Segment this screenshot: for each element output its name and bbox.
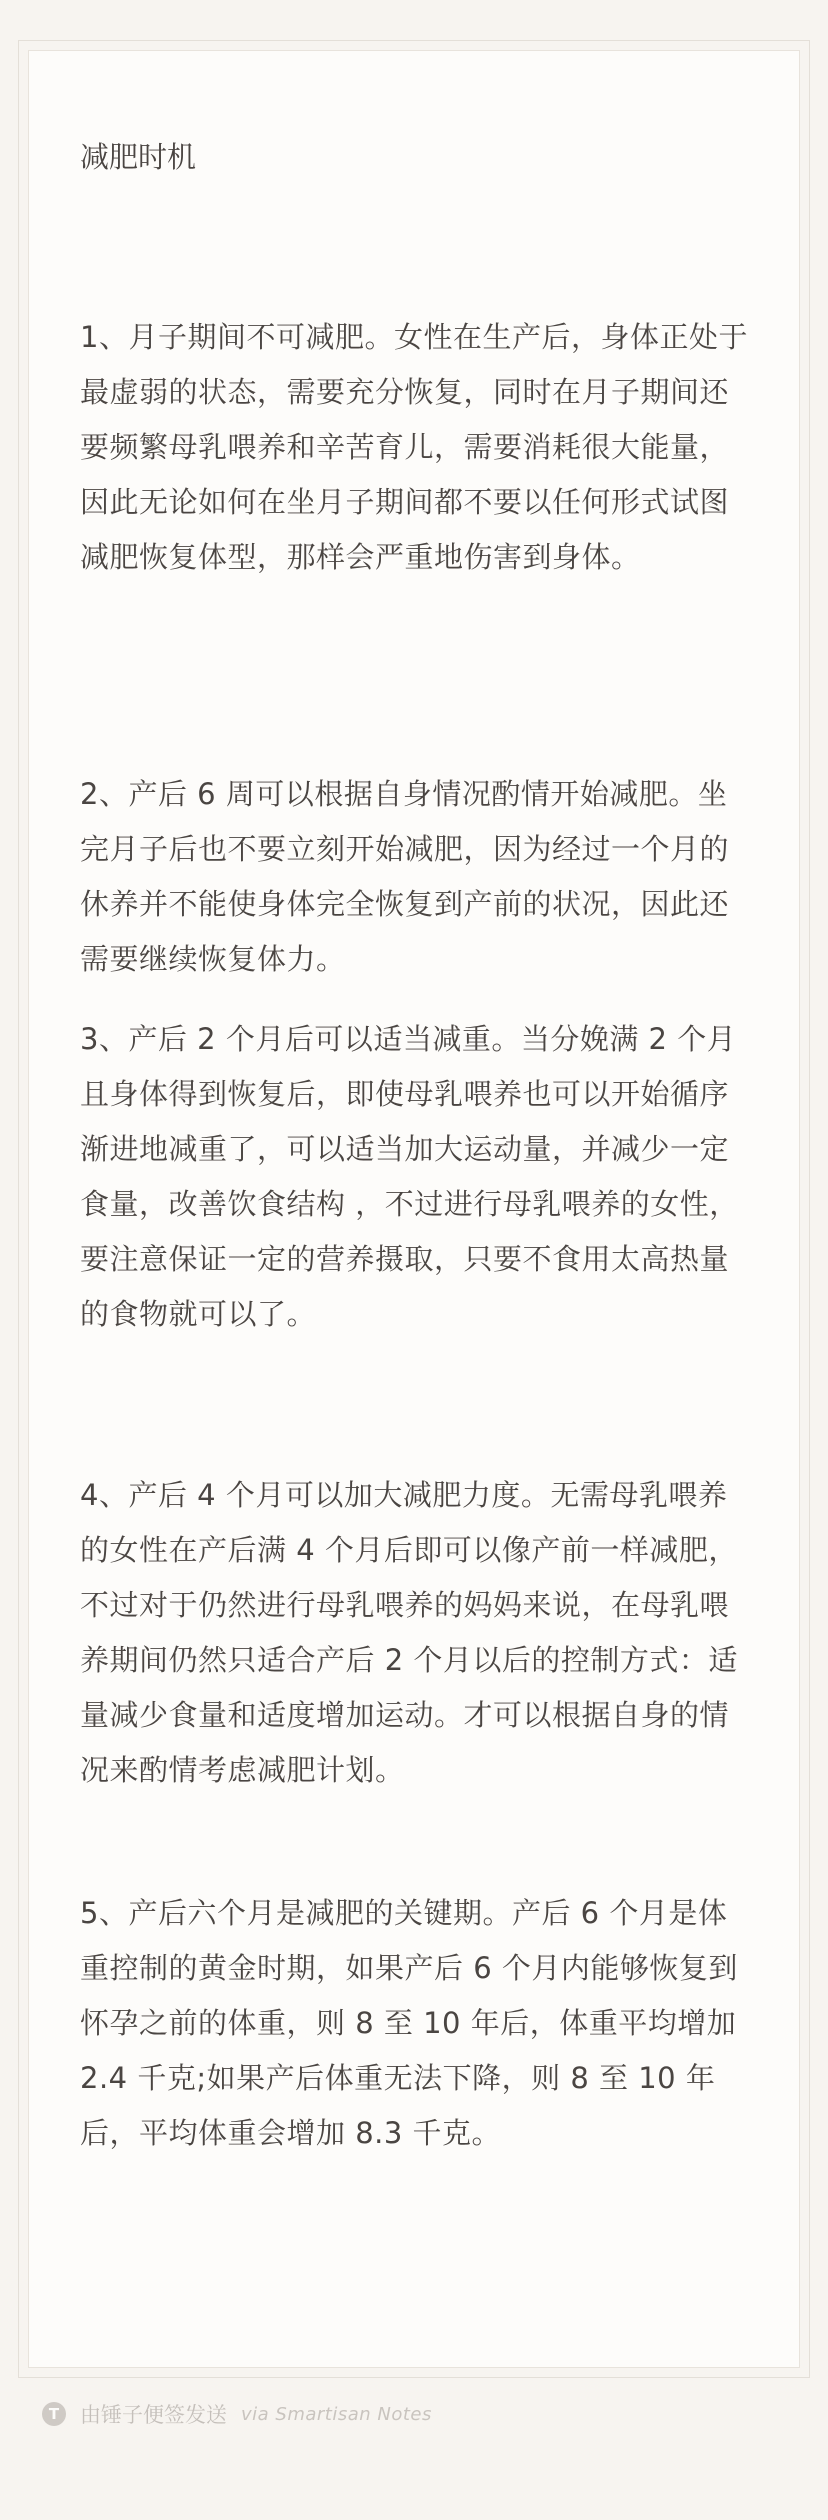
smartisan-logo-icon: T	[42, 2402, 66, 2426]
note-paragraph-4: 4、产后 4 个月可以加大减肥力度。无需母乳喂养的女性在产后满 4 个月后即可以像产前一样减肥，不过对于仍然进行母乳喂养的妈妈来说，在母乳喂养期间仍然只适合产后 2 个月以后的控制方式：适量减少食量和适度增加运动。才可以根据自身的情况来酌情考虑减肥计划。	[80, 1478, 738, 1787]
note-paragraph-3: 3、产后 2 个月后可以适当减重。当分娩满 2 个月且身体得到恢复后，即使母乳喂养也可以开始循序渐进地减重了，可以适当加大运动量，并减少一定食量，改善饮食结构 ，不过进行母乳喂养的女性，要注意保证一定的营养摄取，只要不食用太高热量的食物就可以了。	[80, 1022, 739, 1331]
footer-sent-via-text: 由锤子便签发送	[80, 2403, 227, 2427]
footer-via-label: via Smartisan Notes	[241, 2403, 432, 2425]
footer-attribution	[42, 2394, 432, 2434]
note-title: 减肥时机	[80, 140, 197, 174]
note-paragraph-5: 5、产后六个月是减肥的关键期。产后 6 个月是体重控制的黄金时期，如果产后 6 个月内能够恢复到怀孕之前的体重，则 8 至 10 年后，体重平均增加 2.4 千克;如果产后体重无法下降，则 8 至 10 年后，平均体重会增加 8.3 千克。	[80, 1896, 738, 2150]
note-paragraph-1: 1、月子期间不可减肥。女性在生产后，身体正处于最虚弱的状态，需要充分恢复，同时在月子期间还要频繁母乳喂养和辛苦育儿，需要消耗很大能量，因此无论如何在坐月子期间都不要以任何形式试图减肥恢复体型，那样会严重地伤害到身体。	[80, 320, 748, 574]
note-paragraph-2: 2、产后 6 周可以根据自身情况酌情开始减肥。坐完月子后也不要立刻开始减肥，因为经过一个月的休养并不能使身体完全恢复到产前的状况，因此还需要继续恢复体力。	[80, 777, 730, 976]
